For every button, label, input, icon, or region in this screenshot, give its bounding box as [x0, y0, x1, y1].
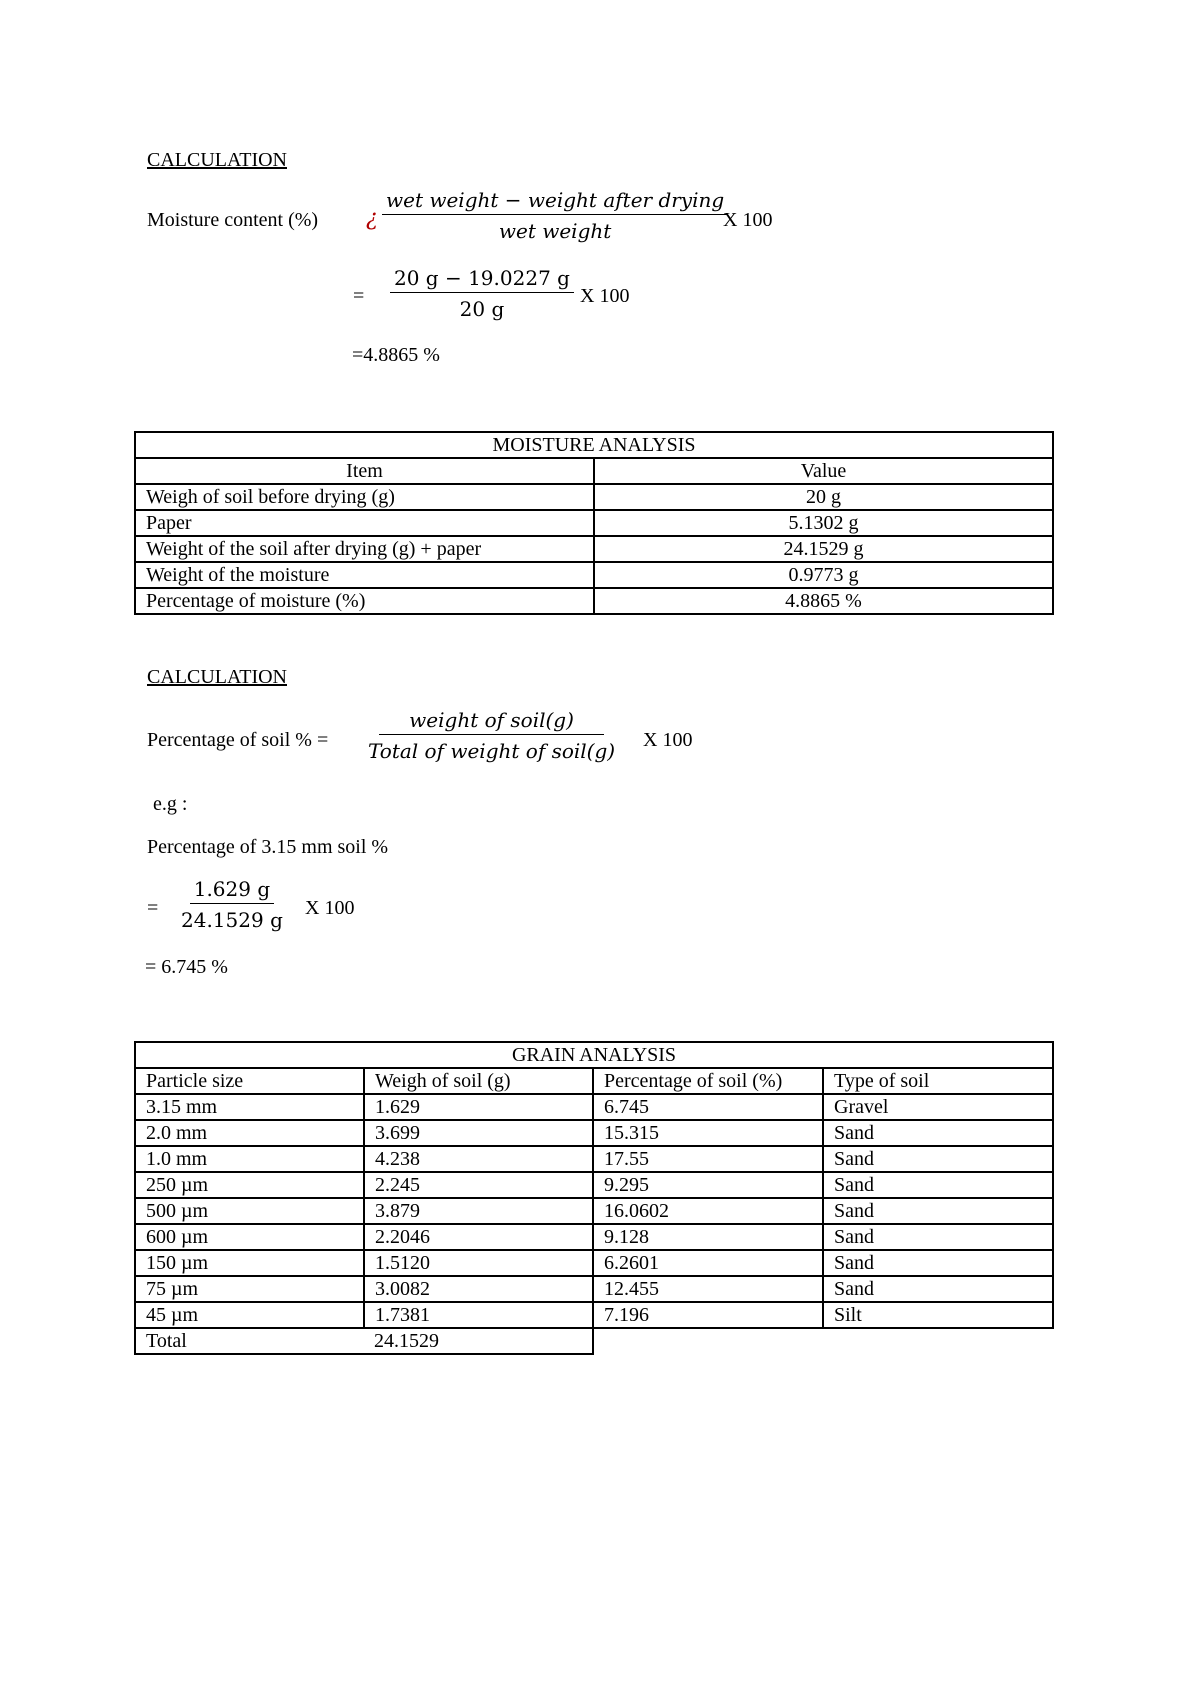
column-header: Percentage of soil (%) — [593, 1068, 823, 1094]
substitution-denominator: 20 g — [459, 297, 505, 321]
moisture-formula-numerator: wet weight − weight after drying — [382, 190, 728, 215]
example-description: Percentage of 3.15 mm soil % — [147, 836, 389, 858]
table-row — [135, 1276, 1053, 1302]
table-cell: 75 µm — [135, 1276, 364, 1302]
table-row — [135, 484, 1053, 510]
table-row — [135, 1120, 1053, 1146]
column-header: Item — [135, 458, 594, 484]
calc1-heading: CALCULATION — [147, 149, 287, 171]
table-cell: 600 µm — [135, 1224, 364, 1250]
table-cell: 15.315 — [593, 1120, 823, 1146]
table-row — [135, 562, 1053, 588]
table-row — [135, 1250, 1053, 1276]
percentage-soil-formula — [368, 710, 615, 761]
table-title: MOISTURE ANALYSIS — [135, 432, 1053, 458]
formula-glyph: ¿ — [366, 206, 378, 231]
table-cell: 16.0602 — [593, 1198, 823, 1224]
table-cell: 0.9773 g — [594, 562, 1053, 588]
times-100: X 100 — [305, 897, 355, 919]
column-header: Particle size — [135, 1068, 364, 1094]
table-cell: 12.455 — [593, 1276, 823, 1302]
table-cell: 6.745 — [593, 1094, 823, 1120]
table-cell: Sand — [823, 1276, 1053, 1302]
substitution-numerator: 20 g − 19.0227 g — [390, 268, 574, 293]
table-title-row — [135, 432, 1053, 458]
table-cell: 3.699 — [364, 1120, 593, 1146]
times-100: X 100 — [723, 209, 773, 231]
table-row — [135, 1198, 1053, 1224]
table-cell: 9.295 — [593, 1172, 823, 1198]
table-row — [135, 588, 1053, 614]
calc2-heading: CALCULATION — [147, 666, 287, 688]
table-cell: Weight of the soil after drying (g) + paper — [135, 536, 594, 562]
total-value: 24.1529 — [364, 1328, 593, 1354]
empty-cell — [593, 1328, 823, 1354]
table-cell: 2.0 mm — [135, 1120, 364, 1146]
example-denominator: 24.1529 g — [181, 908, 283, 932]
times-100: X 100 — [643, 729, 693, 751]
table-cell: 2.245 — [364, 1172, 593, 1198]
table-cell: Sand — [823, 1120, 1053, 1146]
table-row — [135, 510, 1053, 536]
table-cell: 5.1302 g — [594, 510, 1053, 536]
total-row — [135, 1328, 1053, 1354]
table-title: GRAIN ANALYSIS — [135, 1042, 1053, 1068]
table-cell: 1.629 — [364, 1094, 593, 1120]
table-cell: 45 µm — [135, 1302, 364, 1328]
moisture-content-label: Moisture content (%) — [147, 209, 319, 231]
table-cell: 9.128 — [593, 1224, 823, 1250]
table-cell: Weight of the moisture — [135, 562, 594, 588]
table-cell: 17.55 — [593, 1146, 823, 1172]
column-header: Type of soil — [823, 1068, 1053, 1094]
table-row — [135, 1224, 1053, 1250]
example-label: e.g : — [153, 793, 188, 815]
example-result: = 6.745 % — [145, 956, 228, 978]
table-header-row — [135, 458, 1053, 484]
table-cell: Silt — [823, 1302, 1053, 1328]
table-cell: 500 µm — [135, 1198, 364, 1224]
example-numerator: 1.629 g — [190, 879, 274, 904]
table-row — [135, 536, 1053, 562]
moisture-result: =4.8865 % — [352, 344, 440, 366]
grain-analysis-table — [134, 1041, 1054, 1355]
table-row — [135, 1094, 1053, 1120]
table-cell: 3.15 mm — [135, 1094, 364, 1120]
table-cell: 1.7381 — [364, 1302, 593, 1328]
moisture-substitution — [390, 268, 574, 319]
table-cell: 24.1529 g — [594, 536, 1053, 562]
table-cell: Sand — [823, 1172, 1053, 1198]
table-cell: Sand — [823, 1224, 1053, 1250]
table-header-row — [135, 1068, 1053, 1094]
table-cell: 1.5120 — [364, 1250, 593, 1276]
table-cell: Sand — [823, 1250, 1053, 1276]
table-cell: 3.879 — [364, 1198, 593, 1224]
table-row — [135, 1302, 1053, 1328]
column-header: Value — [594, 458, 1053, 484]
table-title-row — [135, 1042, 1053, 1068]
equals-sign: = — [353, 285, 365, 307]
table-row — [135, 1172, 1053, 1198]
table-cell: 4.8865 % — [594, 588, 1053, 614]
table-cell: Gravel — [823, 1094, 1053, 1120]
equals-sign: = — [147, 897, 159, 919]
table-cell: 4.238 — [364, 1146, 593, 1172]
table-cell: 1.0 mm — [135, 1146, 364, 1172]
table-cell: 7.196 — [593, 1302, 823, 1328]
times-100: X 100 — [580, 285, 630, 307]
moisture-formula-denominator: wet weight — [498, 219, 612, 243]
total-label: Total — [135, 1328, 364, 1354]
moisture-analysis-table — [134, 431, 1054, 615]
soil-formula-numerator: weight of soil(g) — [379, 710, 604, 735]
example-substitution — [181, 879, 283, 930]
table-cell: 20 g — [594, 484, 1053, 510]
table-cell: Sand — [823, 1146, 1053, 1172]
table-cell: 150 µm — [135, 1250, 364, 1276]
table-cell: Percentage of moisture (%) — [135, 588, 594, 614]
table-cell: 2.2046 — [364, 1224, 593, 1250]
column-header: Weigh of soil (g) — [364, 1068, 593, 1094]
soil-formula-denominator: Total of weight of soil(g) — [368, 739, 616, 763]
empty-cell — [823, 1328, 1053, 1354]
table-row — [135, 1146, 1053, 1172]
table-cell: Sand — [823, 1198, 1053, 1224]
percentage-soil-label: Percentage of soil % = — [147, 729, 329, 751]
table-cell: 250 µm — [135, 1172, 364, 1198]
table-cell: 3.0082 — [364, 1276, 593, 1302]
table-cell: 6.2601 — [593, 1250, 823, 1276]
table-cell: Weigh of soil before drying (g) — [135, 484, 594, 510]
moisture-formula — [382, 190, 728, 241]
table-cell: Paper — [135, 510, 594, 536]
